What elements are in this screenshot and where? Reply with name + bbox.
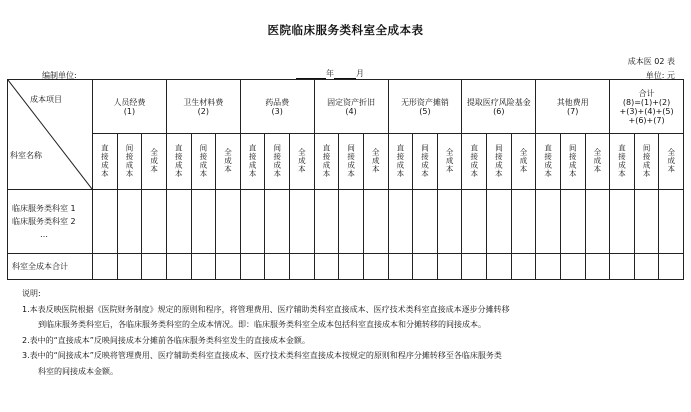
note-item: 1.本表反映医院根据《医院财务制度》规定的原则和程序，将管理费用、医疗辅助类科室直接成本、医疗技术类科室直接成本逐步分摊转移 [22,304,510,314]
year-blank[interactable] [296,69,326,79]
corner-top-label: 成本项目 [30,95,62,104]
data-cell[interactable] [166,190,191,254]
total-cell[interactable] [462,254,487,280]
group-name: 人员经费 [113,97,146,107]
data-cell[interactable] [290,190,315,254]
note-item: 3.表中的“间接成本”反映将管理费用、医疗辅助类科室直接成本、医疗技术类科室直接成本按规定的原则和程序分摊转移至各临床服务类 [22,351,502,360]
group-depreciation [314,80,388,134]
group-name: 无形资产摊销 [400,97,449,107]
total-cell[interactable] [142,254,167,280]
month-label: 月 [356,69,364,78]
sub-col-label: 间接成本 [420,143,430,178]
total-cell[interactable] [240,254,265,280]
group-total [610,80,684,134]
data-cell[interactable] [413,190,438,254]
row-name: 临床服务类科室 2 [12,217,76,226]
sub-col-header [610,134,635,190]
group-name: 提取医疗风险基金 [466,97,531,107]
sub-col-header [265,134,290,190]
notes [22,286,677,379]
sub-col-label: 全成本 [666,147,676,174]
group-amortization [388,80,462,134]
data-cell[interactable] [560,190,585,254]
report-title: 医院临床服务类科室全成本表 [267,23,424,37]
sub-col-header [93,134,118,190]
sub-col-label: 全成本 [149,147,159,174]
year-month-field [296,68,364,79]
month-blank[interactable] [334,69,356,79]
group-name: 固定资产折旧 [327,97,376,107]
sub-col-header [487,134,512,190]
total-cell[interactable] [536,254,561,280]
group-materials [166,80,240,134]
form-code: 成本医 02 表 [627,57,675,66]
data-cell[interactable] [142,190,167,254]
note-item: 科室的间接成本金额。 [38,366,118,376]
sub-col-header [560,134,585,190]
group-name: 卫生材料费 [183,97,224,107]
sub-col-label: 直接成本 [469,143,479,178]
corner-bottom-label: 科室名称 [10,151,42,160]
total-cell[interactable] [560,254,585,280]
total-cell[interactable] [117,254,142,280]
sub-col-label: 间接成本 [272,143,282,178]
total-cell[interactable] [363,254,388,280]
sub-col-header [339,134,364,190]
data-cell[interactable] [437,190,462,254]
group-num: (5) [419,106,431,116]
sub-col-header [314,134,339,190]
sub-col-label: 间接成本 [198,143,208,178]
data-cell[interactable] [216,190,241,254]
sub-col-label: 间接成本 [346,143,356,178]
sub-col-header [142,134,167,190]
total-cell[interactable] [413,254,438,280]
row-names-cell [8,190,93,254]
sub-col-label: 全成本 [297,147,307,174]
data-cell[interactable] [536,190,561,254]
group-num: (2) [197,106,209,116]
sub-col-label: 全成本 [592,147,602,174]
total-cell[interactable] [511,254,536,280]
sub-col-label: 全成本 [445,147,455,174]
data-cell[interactable] [339,190,364,254]
sub-col-header [290,134,315,190]
group-other [536,80,610,134]
sub-col-header [166,134,191,190]
sub-col-header [191,134,216,190]
sub-col-header [462,134,487,190]
sub-col-label: 全成本 [518,147,528,174]
data-cell[interactable] [585,190,610,254]
sub-col-label: 直接成本 [174,143,184,178]
data-cell[interactable] [314,190,339,254]
sub-col-header [240,134,265,190]
data-cell[interactable] [363,190,388,254]
data-cell[interactable] [462,190,487,254]
sub-col-label: 间接成本 [568,143,578,178]
group-num: (7) [567,106,579,116]
cost-table [7,79,684,280]
data-cell[interactable] [93,190,118,254]
sub-header-row [8,134,684,190]
sub-col-label: 直接成本 [617,143,627,178]
total-cell[interactable] [487,254,512,280]
total-cell[interactable] [93,254,118,280]
sub-col-label: 直接成本 [395,143,405,178]
sub-col-header [388,134,413,190]
group-num: (1) [123,106,136,116]
sub-col-label: 间接成本 [124,143,134,178]
group-formula: +(6)+(7) [628,115,665,125]
sub-col-label: 全成本 [223,147,233,174]
group-num: (3) [271,106,283,116]
total-cell[interactable] [314,254,339,280]
sub-col-label: 直接成本 [248,143,258,178]
group-name: 其他费用 [556,97,589,107]
sub-col-label: 直接成本 [100,143,110,178]
data-cell[interactable] [240,190,265,254]
total-cell[interactable] [634,254,659,280]
sub-col-header [216,134,241,190]
sub-col-header [363,134,388,190]
sub-col-label: 间接成本 [642,143,652,178]
total-cell[interactable] [659,254,684,280]
sub-col-label: 全成本 [371,147,381,174]
data-cell[interactable] [265,190,290,254]
sub-col-label: 直接成本 [543,143,553,178]
total-cell[interactable] [265,254,290,280]
sub-col-header [659,134,684,190]
data-cell[interactable] [659,190,684,254]
sub-col-header [511,134,536,190]
group-formula: +(3)+(4)+(5) [619,106,674,116]
data-cell[interactable] [610,190,635,254]
total-row-label: 科室全成本合计 [8,254,93,280]
total-cell[interactable] [339,254,364,280]
total-cell[interactable] [585,254,610,280]
total-cell[interactable] [437,254,462,280]
sub-col-header [437,134,462,190]
note-item: 到临床服务类科室后，各临床服务类科室的全成本情况。即：临床服务类科室全成本包括科室直接成本和分摊转移的间接成本。 [38,320,486,329]
total-cell[interactable] [216,254,241,280]
note-item: 2.表中的“直接成本”反映间接成本分摊前各临床服务类科室发生的直接成本金额。 [22,335,310,345]
total-cell[interactable] [388,254,413,280]
data-cell[interactable] [487,190,512,254]
data-cell[interactable] [191,190,216,254]
sub-col-label: 直接成本 [321,143,331,178]
data-cell[interactable] [388,190,413,254]
data-cell[interactable] [117,190,142,254]
row-name: 临床服务类科室 1 [12,204,76,213]
unit-label: 编制单位: [42,71,77,80]
group-header-row [8,80,684,134]
data-row [8,190,684,254]
sub-col-header [413,134,438,190]
group-personnel [93,80,167,134]
sub-col-header [536,134,561,190]
group-formula: (8)=(1)+(2) [622,97,671,107]
sub-col-label: 间接成本 [494,143,504,178]
sub-col-header [585,134,610,190]
year-label: 年 [326,69,334,78]
total-cell[interactable] [290,254,315,280]
group-drugs [240,80,314,134]
data-cell[interactable] [511,190,536,254]
sub-col-header [117,134,142,190]
data-cell[interactable] [634,190,659,254]
group-num: (4) [345,106,357,116]
group-num: (6) [493,106,505,116]
group-risk-fund [462,80,536,134]
total-row [8,254,684,280]
total-cell[interactable] [166,254,191,280]
sub-col-header [634,134,659,190]
corner-cell [8,80,93,190]
group-name: 合计 [638,88,655,98]
notes-heading: 说明: [22,289,41,298]
money-unit: 单位: 元 [645,71,675,80]
total-cell[interactable] [191,254,216,280]
row-name: … [40,230,48,239]
total-cell[interactable] [610,254,635,280]
group-name: 药品费 [265,97,290,107]
